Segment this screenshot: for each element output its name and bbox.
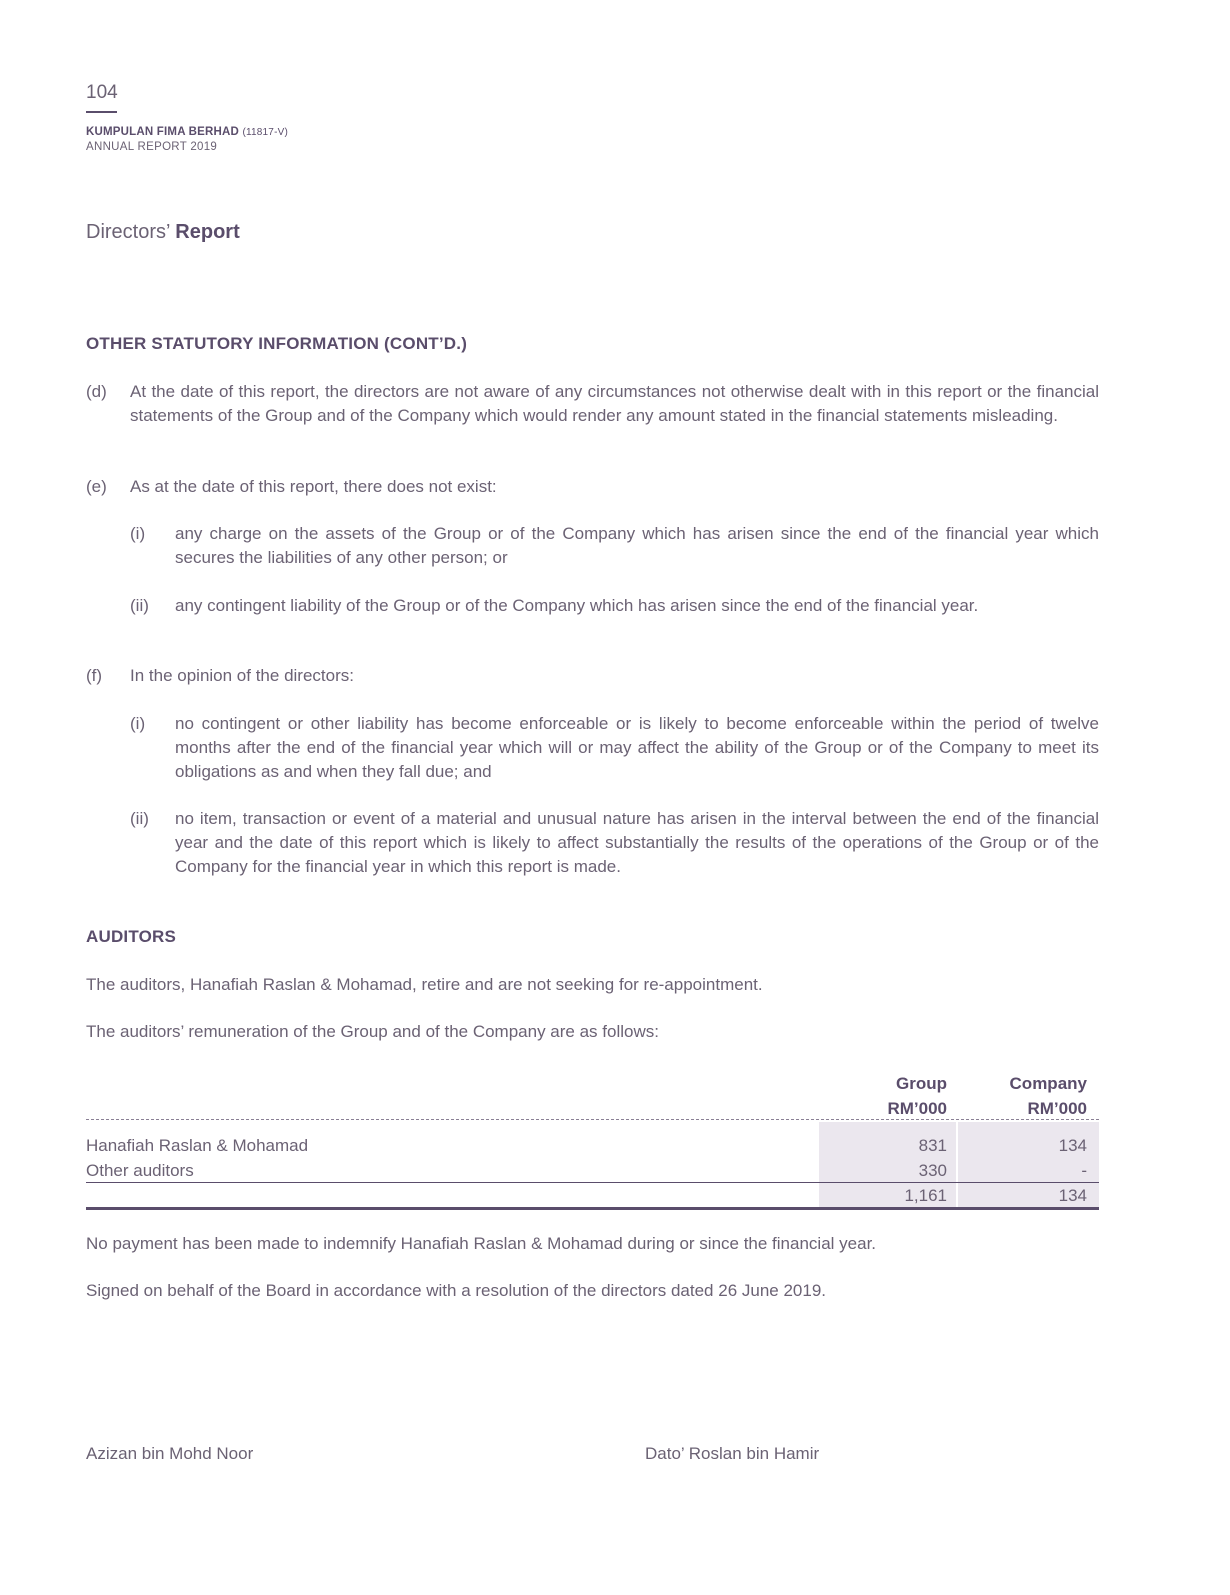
section-heading-other-statutory: OTHER STATUTORY INFORMATION (CONT’D.) <box>86 334 468 353</box>
item-e-ii-marker: (ii) <box>130 596 149 615</box>
company-name-text: KUMPULAN FIMA BERHAD <box>86 126 240 138</box>
column-header-group: Group <box>896 1074 947 1093</box>
company-reg-number: (11817-V) <box>242 127 288 138</box>
table-cell-company: 134 <box>1058 1136 1087 1155</box>
page-title-regular: Directors’ <box>86 221 176 243</box>
table-cell-company: - <box>1081 1161 1087 1180</box>
table-row-label: Hanafiah Raslan & Mohamad <box>86 1136 309 1155</box>
table-cell-group: 330 <box>918 1161 947 1180</box>
item-e-text: As at the date of this report, there does not exist: <box>130 477 497 496</box>
table-row-label: Other auditors <box>86 1161 194 1180</box>
column-header-company: Company <box>1009 1074 1087 1093</box>
item-e-ii-text: any contingent liability of the Group or of the Company which has arisen since the end of the financial year. <box>175 596 979 615</box>
indemnity-statement: No payment has been made to indemnify Hanafiah Raslan & Mohamad during or since the financial year. <box>86 1234 877 1253</box>
section-heading-auditors: AUDITORS <box>86 927 177 946</box>
item-d-marker: (d) <box>86 382 107 401</box>
auditors-remuneration-table <box>86 1070 1099 1212</box>
item-f-i-text: no contingent or other liability has become enforceable or is likely to become enforceable within the period of twelve months after the end of the financial year which will or may affect the ability of the Group or of the Company to meet its obligations as and when they fall due; and <box>175 714 1099 781</box>
signatory-left: Azizan bin Mohd Noor <box>86 1444 254 1463</box>
item-f-ii-marker: (ii) <box>130 809 149 828</box>
page-number: 104 <box>86 82 118 103</box>
item-e-marker: (e) <box>86 477 107 496</box>
signatory-right: Dato’ Roslan bin Hamir <box>645 1444 820 1463</box>
item-d-text: At the date of this report, the directors are not aware of any circumstances not otherwise dealt with in this report or the financial statements of the Group and of the Company which would render any amount stated in the financial statements misleading. <box>130 382 1099 425</box>
item-e-i-text: any charge on the assets of the Group or of the Company which has arisen since the end of the financial year which secures the liabilities of any other person; or <box>175 524 1099 567</box>
item-f-i-marker: (i) <box>130 714 146 733</box>
page-title <box>86 221 240 244</box>
column-unit-group: RM’000 <box>887 1099 947 1118</box>
table-total-company: 134 <box>1058 1186 1087 1205</box>
header-rule <box>86 111 117 113</box>
page-title-bold: Report <box>175 221 240 243</box>
subtotal-divider <box>86 1182 1099 1183</box>
signed-statement: Signed on behalf of the Board in accordance with a resolution of the directors dated 26 June 2019. <box>86 1281 826 1300</box>
column-unit-company: RM’000 <box>1027 1099 1087 1118</box>
auditors-remuneration-intro: The auditors’ remuneration of the Group and of the Company are as follows: <box>86 1022 659 1041</box>
item-f-text: In the opinion of the directors: <box>130 666 354 685</box>
table-cell-group: 831 <box>918 1136 947 1155</box>
company-name <box>86 126 288 138</box>
auditors-retire-text: The auditors, Hanafiah Raslan & Mohamad, retire and are not seeking for re-appointment. <box>86 975 763 994</box>
item-f-ii-text: no item, transaction or event of a material and unusual nature has arisen in the interval between the end of the financial year and the date of this report which is likely to affect substantially the results of the operations of the Group or of the Company for the financial year in which this report is made. <box>175 809 1099 876</box>
item-e-i-marker: (i) <box>130 524 146 543</box>
item-f-marker: (f) <box>86 666 103 685</box>
table-total-group: 1,161 <box>904 1186 947 1205</box>
header-dashed-divider <box>86 1119 1099 1120</box>
total-divider <box>86 1207 1099 1210</box>
report-label: ANNUAL REPORT 2019 <box>86 141 218 153</box>
